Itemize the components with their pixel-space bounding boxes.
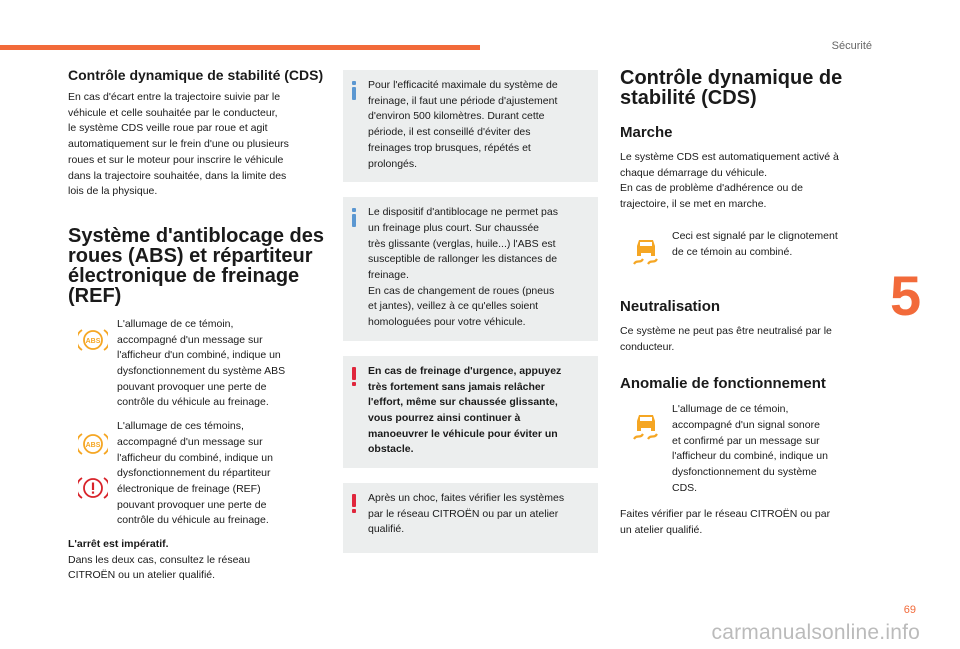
cds-skid-icon — [630, 235, 662, 267]
note-text: Après un choc, faites vérifier les systèmes par le réseau CITROËN ou par un atelier qualifié. — [368, 492, 565, 536]
warning-mark-icon — [352, 367, 356, 386]
marche-text: Le système CDS est automatiquement activé à chaque démarrage du véhicule. En cas de problème d'adhérence ou de trajectoire, il se met en marche. — [620, 151, 839, 211]
abs-item-1 — [68, 317, 326, 411]
brake-warning-icon — [78, 475, 108, 501]
cds-heading-small: Contrôle dynamique de stabilité (CDS) — [68, 67, 324, 83]
cds-heading: Contrôle dynamique de stabilité (CDS) — [620, 67, 843, 109]
note-text: En cas de freinage d'urgence, appuyez très fortement sans jamais relâcher l'effort, même sur chaussée glissante, vous pourrez ainsi continuer à manoeuvrer le véhicule pour éviter un obstacle. — [368, 364, 562, 456]
warning-note-impact — [343, 483, 598, 553]
column-middle — [343, 70, 598, 553]
stop-warning: L'arrêt est impératif. — [68, 538, 169, 551]
anomaly-heading: Anomalie de fonctionnement — [620, 375, 826, 393]
watermark: carmanualsonline.info — [711, 621, 920, 644]
info-mark-icon — [352, 81, 356, 100]
warning-mark-icon — [352, 494, 356, 513]
stop-instruction: Dans les deux cas, consultez le réseau CITROËN ou un atelier qualifié. — [68, 553, 251, 582]
page-number: 69 — [903, 604, 916, 616]
neutralisation-heading: Neutralisation — [620, 297, 721, 315]
marche-icon-row — [620, 229, 875, 267]
section-title: Sécurité — [831, 40, 872, 52]
abs-warning-icon — [78, 431, 108, 457]
cds-description: En cas d'écart entre la trajectoire suivie par le véhicule et celle souhaitée par le conducteur, le système CDS veille roue par roue et agit automatiquement sur le frein d'une ou plusieurs roues et sur le moteur pour inscrire le véhicule dans la trajectoire souhaitée, dans la limite des lois de la physique. — [68, 91, 289, 198]
marche-icon-text: Ceci est signalé par le clignotement de ce témoin au combiné. — [672, 229, 838, 258]
cds-skid-icon — [630, 410, 662, 442]
abs-icon-label: ABS — [85, 442, 100, 450]
anomaly-text: Faites vérifier par le réseau CITROËN ou par un atelier qualifié. — [620, 508, 831, 537]
column-left — [68, 68, 326, 584]
info-mark-icon — [352, 208, 356, 227]
info-note-abs — [343, 197, 598, 341]
abs-item-2 — [68, 419, 326, 529]
anomaly-icon-row — [620, 402, 875, 496]
anomaly-icon-text: L'allumage de ce témoin, accompagné d'un signal sonore et confirmé par un message sur l'afficheur du combiné, indique un dysfonctionnement du système CDS. — [672, 403, 828, 494]
abs-warning-icon — [78, 327, 108, 353]
note-text: Pour l'efficacité maximale du système de freinage, il faut une période d'ajustement d'environ 500 kilomètres. Durant cette période, il est conseillé d'éviter des freinages trop brusques, répétés et prolongés. — [368, 79, 558, 170]
note-text: Le dispositif d'antiblocage ne permet pas un freinage plus court. Sur chaussée très glissante (verglas, huile...) l'ABS est susceptible de rallonger les distances de freinage. En cas de changement de roues (pneus et jantes), veillez à ce qu'elles soient homologuées pour votre véhicule. — [368, 206, 558, 329]
neutralisation-text: Ce système ne peut pas être neutralisé par le conducteur. — [620, 324, 832, 353]
abs-icon-label: ABS — [85, 337, 100, 345]
abs-item-2-text: L'allumage de ces témoins, accompagné d'un message sur l'afficheur du combiné, indique un dysfonctionnement du répartiteur électronique de freinage (REF) pouvant provoquer une perte de contrôle du véhicule au freinage. — [117, 420, 273, 527]
marche-heading: Marche — [620, 124, 673, 141]
header-accent-bar — [0, 45, 480, 50]
info-note-running-in — [343, 70, 598, 182]
abs-item-1-text: L'allumage de ce témoin, accompagné d'un message sur l'afficheur d'un combiné, indique un dysfonctionnement du système ABS pouvant provoquer une perte de contrôle du véhicule au freinage. — [117, 317, 286, 409]
chapter-number: 5 — [890, 264, 922, 327]
warning-note-emergency — [343, 356, 598, 468]
abs-heading: Système d'antiblocage des roues (ABS) et répartiteur électronique de freinage (REF) — [68, 224, 324, 307]
column-right — [620, 68, 875, 539]
